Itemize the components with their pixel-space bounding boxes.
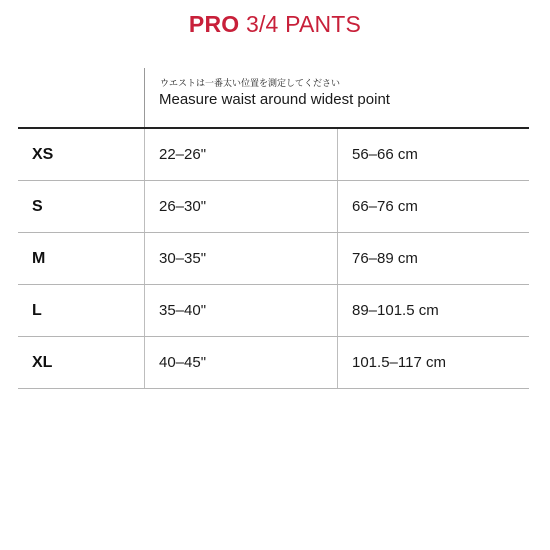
size-label: L bbox=[32, 302, 42, 319]
column-divider bbox=[144, 285, 145, 336]
column-divider bbox=[144, 129, 145, 180]
waist-inches: 40–45" bbox=[159, 354, 207, 371]
size-label: XS bbox=[32, 146, 54, 163]
size-label: M bbox=[32, 250, 46, 267]
header-divider bbox=[144, 68, 145, 128]
waist-cm: 76–89 cm bbox=[352, 250, 418, 267]
waist-inches: 22–26" bbox=[159, 146, 207, 163]
column-divider bbox=[337, 129, 338, 180]
size-label: S bbox=[32, 198, 43, 215]
table-row-s bbox=[18, 181, 529, 233]
table-header bbox=[18, 68, 529, 128]
column-divider bbox=[337, 337, 338, 388]
waist-cm: 66–76 cm bbox=[352, 198, 418, 215]
column-divider bbox=[337, 181, 338, 232]
waist-inches: 26–30" bbox=[159, 198, 207, 215]
column-divider bbox=[337, 285, 338, 336]
title-product: 3/4 PANTS bbox=[239, 11, 362, 37]
page-title bbox=[0, 11, 550, 38]
measure-note-english: Measure waist around widest point bbox=[159, 91, 390, 108]
size-label: XL bbox=[32, 354, 53, 371]
waist-inches: 30–35" bbox=[159, 250, 207, 267]
waist-inches: 35–40" bbox=[159, 302, 207, 319]
waist-cm: 89–101.5 cm bbox=[352, 302, 439, 319]
title-brand: PRO bbox=[188, 11, 240, 37]
size-chart-table bbox=[18, 127, 529, 389]
table-row-m bbox=[18, 233, 529, 285]
column-divider bbox=[337, 233, 338, 284]
column-divider bbox=[144, 181, 145, 232]
waist-cm: 101.5–117 cm bbox=[352, 354, 446, 371]
measure-note-japanese: ウエストは一番太い位置を測定してください bbox=[160, 79, 341, 89]
column-divider bbox=[144, 233, 145, 284]
column-divider bbox=[144, 337, 145, 388]
table-row-xs bbox=[18, 129, 529, 181]
table-row-xl bbox=[18, 337, 529, 389]
table-row-l bbox=[18, 285, 529, 337]
waist-cm: 56–66 cm bbox=[352, 146, 418, 163]
